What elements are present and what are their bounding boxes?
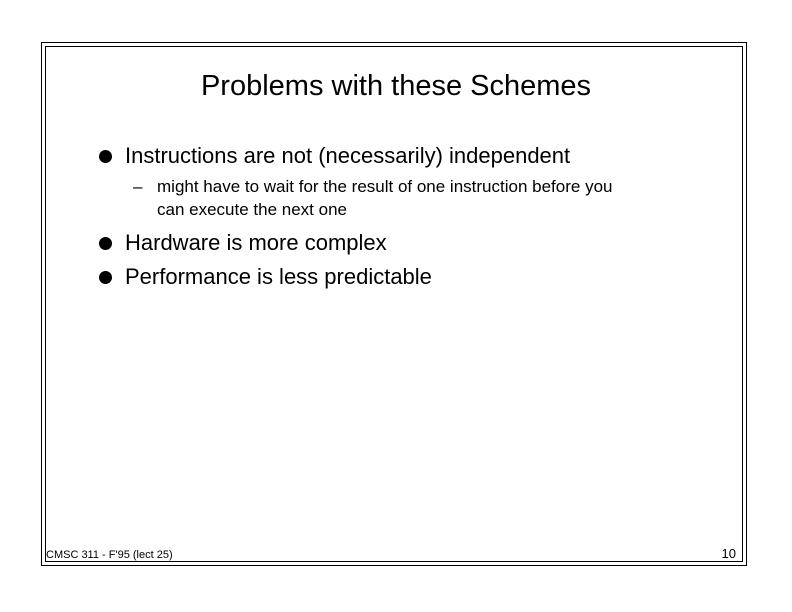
- bullet-dot-icon: [99, 237, 112, 250]
- bullet-item: [125, 230, 387, 256]
- sub-bullet-text-line-2: can execute the next one: [157, 200, 347, 219]
- slide-title: Problems with these Schemes: [200, 70, 592, 102]
- sub-bullet-continuation: [157, 199, 347, 221]
- footer-page-number: 10: [721, 546, 736, 561]
- slide-frame-inner-border: [45, 46, 743, 562]
- bullet-dot-icon: [99, 271, 112, 284]
- footer-course-label: CMSC 311 - F'95 (lect 25): [46, 549, 173, 561]
- bullet-item: [125, 264, 432, 290]
- bullet-dot-icon: [99, 150, 112, 163]
- bullet-text: Hardware is more complex: [125, 230, 387, 255]
- bullet-text: Instructions are not (necessarily) independent: [125, 143, 571, 168]
- sub-bullet-item: [133, 176, 613, 198]
- sub-bullet-text-line-1: might have to wait for the result of one instruction before you: [157, 177, 613, 196]
- bullet-text: Performance is less predictable: [125, 264, 432, 289]
- slide-frame: [41, 42, 747, 566]
- dash-icon: –: [133, 177, 143, 196]
- bullet-item: [125, 143, 570, 169]
